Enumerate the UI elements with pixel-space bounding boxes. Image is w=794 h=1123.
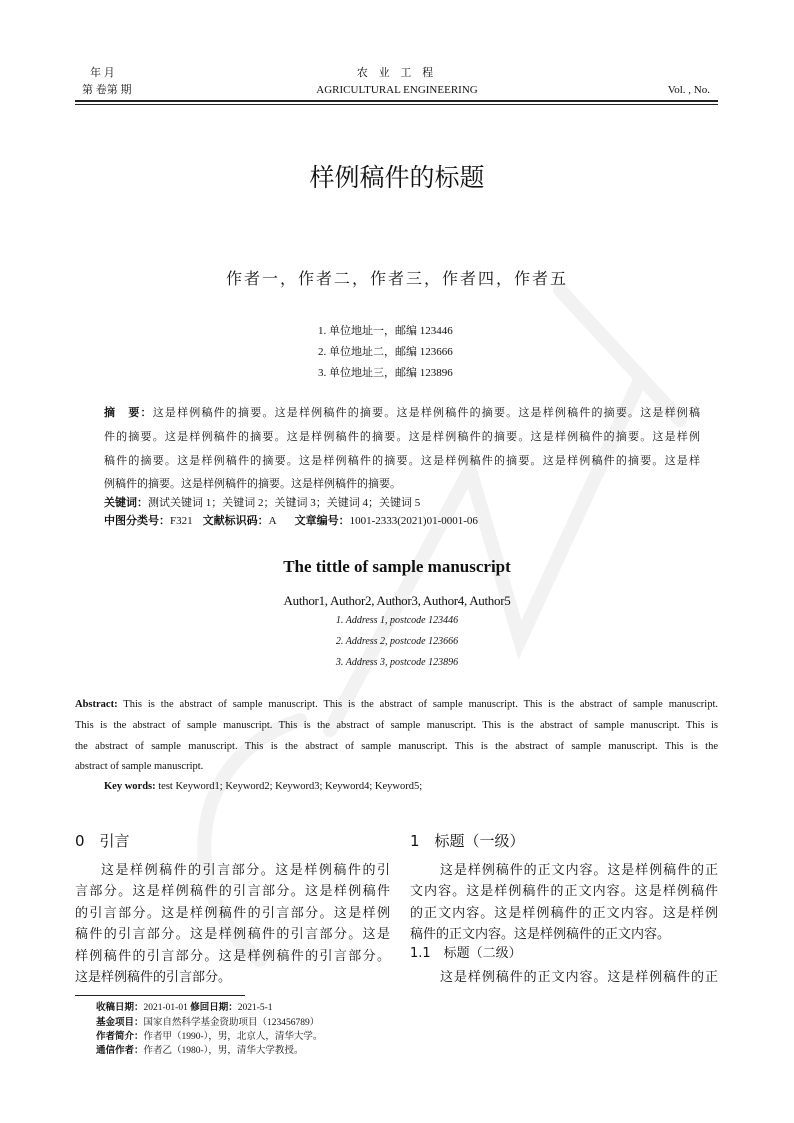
affiliation-cn-1: 1. 单位地址一，邮编 123446: [318, 325, 453, 337]
journal-name-cn: 农 业 工 程: [356, 67, 438, 79]
title-en: The tittle of sample manuscript: [283, 557, 511, 576]
volume-number: Vol. , No.: [667, 84, 710, 96]
footnote-fund: 基金项目：国家自然科学基金资助项目（123456789）: [96, 1017, 320, 1028]
abstract-en-line: This is the abstract of sample manuscript. This is the abstract of sample manuscript. This is the abstract of sample manuscript. This is: [75, 720, 718, 731]
abstract-en-line: the abstract of sample manuscript. This is the abstract of sample manuscript. This is the abstract of sample manuscript. This is the: [75, 741, 718, 752]
classification-line: 中图分类号：F321 文献标识码：A 文章编号：1001-2333(2021)01-0001-06: [104, 514, 478, 527]
abstract-cn-line: 稿件的摘要。这是样例稿件的摘要。这是样例稿件的摘要。这是样例稿件的摘要。这是样例稿件的摘要。这是样: [104, 455, 700, 467]
body-line: 这是样例稿件的引言部分。这是样例稿件的引: [101, 862, 390, 877]
affiliation-en-3: 3. Address 3, postcode 123896: [335, 657, 459, 668]
body-line: 这是样例稿件的正文内容。这是样例稿件的正: [440, 969, 718, 984]
journal-name-en: AGRICULTURAL ENGINEERING: [316, 84, 478, 96]
authors-cn: 作者一，作者二，作者三，作者四，作者五: [225, 271, 568, 288]
affiliation-en-1: 1. Address 1, postcode 123446: [335, 615, 459, 626]
header-rule-thin: [75, 104, 718, 105]
body-line: 稿件的正文内容。这是样例稿件的正文内容。: [410, 926, 671, 941]
header-rule: [75, 100, 718, 102]
body-line: 稿件的引言部分。这是样例稿件的引言部分。这是: [75, 926, 390, 941]
abstract-cn-label: 摘 要：: [104, 406, 153, 419]
footnote-author-bio: 作者简介：作者甲（1990-），男，北京人，清华大学。: [96, 1031, 323, 1042]
watermark-stroke: [560, 290, 680, 420]
body-line: 这是样例稿件的正文内容。这是样例稿件的正: [440, 862, 718, 877]
section-heading-introduction: 0 引言: [75, 832, 130, 850]
abstract-cn-line: 摘 要：这是样例稿件的摘要。这是样例稿件的摘要。这是样例稿件的摘要。这是样例稿件的摘要。这是样例稿: [104, 406, 700, 419]
body-line: 言部分。这是样例稿件的引言部分。这是样例稿件: [75, 883, 390, 898]
abstract-cn-line: 件的摘要。这是样例稿件的摘要。这是样例稿件的摘要。这是样例稿件的摘要。这是样例稿件的摘要。这是样例: [104, 431, 700, 443]
section-heading-1: 1 标题（一级）: [410, 832, 525, 850]
abstract-cn-line: 例稿件的摘要。这是样例稿件的摘要。这是样例稿件的摘要。: [104, 478, 401, 490]
affiliation-cn-2: 2. 单位地址二，邮编 123666: [318, 346, 453, 358]
body-line: 这是样例稿件的引言部分。: [75, 969, 232, 984]
authors-en: Author1, Author2, Author3, Author4, Author5: [283, 593, 511, 608]
section-heading-1-1: 1.1 标题（二级）: [410, 946, 522, 961]
affiliation-en-2: 2. Address 2, postcode 123666: [335, 636, 459, 647]
body-line: 的引言部分。这是样例稿件的引言部分。这是样例: [75, 905, 390, 920]
abstract-en-line: abstract of sample manuscript.: [75, 761, 204, 772]
abstract-en-line: Abstract: This is the abstract of sample manuscript. This is the abstract of sample manuscript. This is the abstract of sample manuscript.: [75, 699, 718, 710]
page-title: 样例稿件的标题: [309, 163, 485, 192]
keywords-en: Key words: test Keyword1; Keyword2; Keyword3; Keyword4; Keyword5;: [104, 781, 423, 792]
footnote-corresponding: 通信作者：作者乙（1980-），男，清华大学教授。: [96, 1045, 304, 1056]
body-line: 的正文内容。这是样例稿件的正文内容。这是样例: [410, 905, 718, 920]
footnote-rule: [75, 995, 245, 996]
issue-date: 年 月: [90, 67, 115, 79]
body-line: 文内容。这是样例稿件的正文内容。这是样例稿件: [410, 883, 718, 898]
affiliation-cn-3: 3. 单位地址三，邮编 123896: [318, 367, 453, 379]
body-line: 样例稿件的引言部分。这是样例稿件的引言部分。: [75, 948, 390, 963]
keywords-cn: 关键词：测试关键词 1；关键词 2；关键词 3；关键词 4；关键词 5: [104, 496, 421, 509]
issue-volume: 第 卷第 期: [82, 84, 132, 96]
footnote-dates: 收稿日期：2021-01-01 修回日期：2021-5-1: [96, 1002, 273, 1013]
